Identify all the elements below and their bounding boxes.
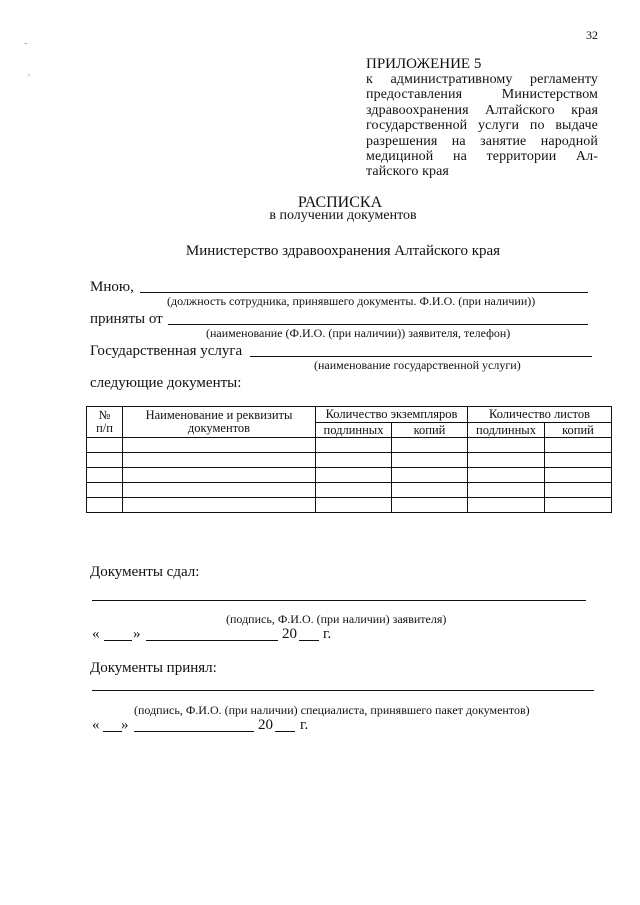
table-cell[interactable] (545, 483, 612, 498)
table-cell[interactable] (468, 453, 545, 468)
sub-copy-header: копий (545, 423, 612, 438)
col-name-sub-label: документов (187, 421, 251, 435)
document-title: РАСПИСКА (297, 194, 383, 211)
table-cell[interactable] (392, 438, 468, 453)
service-line[interactable] (250, 356, 592, 357)
appendix-line: к административному регламенту (366, 72, 598, 87)
accepted-hint: (подпись, Ф.И.О. (при наличии) специалиста, принявшего пакет документов) (134, 703, 530, 717)
col-no-sub-label: п/п (96, 421, 113, 435)
table-cell[interactable] (87, 453, 123, 468)
table-cell[interactable] (545, 498, 612, 513)
appendix-line: здравоохранения Алтайского края (366, 102, 598, 118)
received-by-line[interactable] (140, 292, 588, 293)
following-docs-label: следующие документы: (90, 375, 242, 391)
appendix-line: разрешения на занятие народной (366, 133, 598, 149)
table-cell[interactable] (87, 483, 123, 498)
table-cell[interactable] (392, 468, 468, 483)
table-cell[interactable] (316, 453, 392, 468)
table-cell[interactable] (123, 453, 316, 468)
table-cell[interactable] (545, 453, 612, 468)
scan-speck: ' (28, 73, 30, 84)
sub-original-header: подлинных (316, 423, 392, 438)
table-cell[interactable] (392, 453, 468, 468)
service-hint: (наименование государственной услуги) (314, 358, 521, 372)
accepted-date-close: » (121, 717, 129, 733)
documents-table (86, 406, 612, 513)
appendix-line: тайского края (366, 164, 449, 180)
table-cell[interactable] (468, 498, 545, 513)
table-cell[interactable] (316, 498, 392, 513)
submitted-hint: (подпись, Ф.И.О. (при наличии) заявителя) (226, 612, 447, 626)
page-number: 32 (586, 28, 598, 42)
received-by-hint: (должность сотрудника, принявшего документы. Ф.И.О. (при наличии)) (167, 294, 536, 308)
table-cell[interactable] (316, 438, 392, 453)
col-no-label: № (98, 408, 111, 422)
service-label: Государственная услуга (90, 343, 243, 359)
submitted-month-line[interactable] (146, 640, 278, 641)
accepted-year-suffix: г. (300, 717, 309, 733)
table-cell[interactable] (123, 438, 316, 453)
sub-copy-header: копий (392, 423, 468, 438)
table-cell[interactable] (87, 438, 123, 453)
table-cell[interactable] (468, 468, 545, 483)
submitted-year-line[interactable] (299, 640, 319, 641)
submitted-day-line[interactable] (104, 640, 132, 641)
col-sheets-header: Количество листов (468, 407, 612, 423)
accepted-label: Документы принял: (90, 660, 217, 676)
table-cell[interactable] (123, 483, 316, 498)
table-cell[interactable] (87, 468, 123, 483)
appendix-title: ПРИЛОЖЕНИЕ 5 (366, 56, 482, 72)
col-no-header (87, 407, 123, 438)
document-subtitle: в получении документов (269, 208, 417, 223)
submitted-signature-line[interactable] (92, 600, 586, 601)
accepted-year-line[interactable] (275, 731, 295, 732)
table-cell[interactable] (316, 483, 392, 498)
table-cell[interactable] (87, 498, 123, 513)
ministry-name: Министерство здравоохранения Алтайского края (185, 243, 501, 259)
submitted-year-prefix: 20 (282, 626, 297, 642)
table-cell[interactable] (468, 483, 545, 498)
sub-original-header: подлинных (468, 423, 545, 438)
col-name-header (123, 407, 316, 438)
table-cell[interactable] (468, 438, 545, 453)
received-by-label: Мною, (90, 279, 134, 295)
accepted-from-hint: (наименование (Ф.И.О. (при наличии)) заявителя, телефон) (206, 326, 511, 340)
table-cell[interactable] (392, 483, 468, 498)
appendix-line: медициной на территории Ал- (366, 149, 598, 165)
accepted-from-label: приняты от (90, 311, 163, 327)
accepted-signature-line[interactable] (92, 690, 594, 691)
submitted-year-suffix: г. (323, 626, 332, 642)
scan-speck: - (24, 38, 28, 49)
accepted-day-line[interactable] (103, 731, 122, 732)
accepted-year-prefix: 20 (258, 717, 273, 733)
col-name-label: Наименование и реквизиты (145, 408, 293, 422)
table-cell[interactable] (316, 468, 392, 483)
appendix-text (366, 72, 598, 180)
table-cell[interactable] (123, 498, 316, 513)
submitted-date-open: « (92, 626, 100, 642)
accepted-from-line[interactable] (168, 324, 588, 325)
accepted-date-open: « (92, 717, 100, 733)
submitted-date-close: » (133, 626, 141, 642)
accepted-month-line[interactable] (134, 731, 254, 732)
table-cell[interactable] (392, 498, 468, 513)
appendix-line: предоставления Министерством (366, 87, 598, 103)
submitted-label: Документы сдал: (90, 564, 200, 580)
appendix-line: государственной услуги по выдаче (366, 118, 598, 134)
col-copies-header: Количество экземпляров (316, 407, 468, 423)
table-cell[interactable] (545, 438, 612, 453)
table-cell[interactable] (123, 468, 316, 483)
table-cell[interactable] (545, 468, 612, 483)
